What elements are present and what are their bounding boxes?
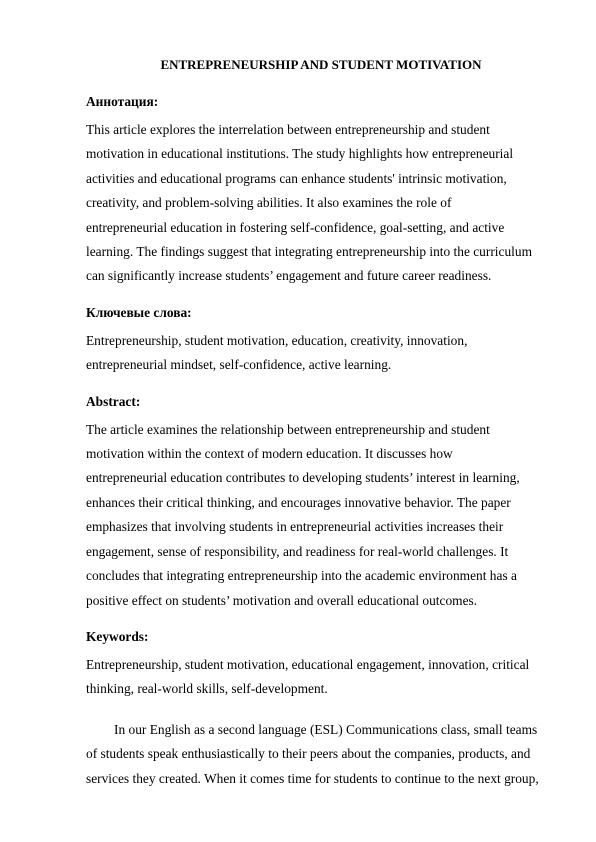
document-title: ENTREPRENEURSHIP AND STUDENT MOTIVATION	[160, 57, 482, 72]
text-line: thinking, real-world skills, self-development.	[86, 681, 328, 697]
text-line: of students speak enthusiastically to their peers about the companies, products, and	[86, 746, 531, 762]
text-line: creativity, and problem-solving abilities. It also examines the role of	[86, 195, 452, 211]
annotation-heading: Аннотация:	[86, 94, 159, 109]
keywords-en-section	[86, 629, 556, 702]
document-page	[86, 57, 556, 791]
text-line: positive effect on students’ motivation and overall educational outcomes.	[86, 592, 478, 608]
keywords-ru-section	[86, 305, 556, 378]
text-line: motivation in educational institutions. The study highlights how entrepreneurial	[86, 146, 514, 162]
keywords-ru-heading: Ключевые слова:	[86, 304, 192, 320]
text-line: This article explores the interrelation between entrepreneurship and student	[86, 122, 490, 137]
text-line: In our English as a second language (ESL) Communications class, small teams	[114, 721, 538, 737]
abstract-section	[86, 394, 556, 613]
text-line: Entrepreneurship, student motivation, education, creativity, innovation,	[86, 332, 468, 348]
keywords-ru-text	[86, 329, 556, 378]
keywords-en-heading: Keywords:	[86, 628, 149, 644]
text-line: services they created. When it comes time for students to continue to the next group,	[86, 770, 539, 786]
text-line: learning. The findings suggest that integrating entrepreneurship into the curriculum	[86, 244, 532, 260]
annotation-text	[86, 118, 556, 289]
text-line: engagement, sense of responsibility, and readiness for real-world challenges. It	[86, 543, 509, 559]
text-line: entrepreneurial education contributes to developing students’ interest in learning,	[86, 470, 520, 486]
text-line: concludes that integrating entrepreneurship into the academic environment has a	[86, 568, 517, 584]
text-line: entrepreneurial education in fostering self-confidence, goal-setting, and active	[86, 219, 505, 235]
text-line: motivation within the context of modern education. It discusses how	[86, 446, 453, 462]
text-line: activities and educational programs can enhance students' intrinsic motivation,	[86, 170, 507, 186]
text-line: emphasizes that involving students in entrepreneurial activities increases their	[86, 519, 504, 535]
abstract-text	[86, 418, 556, 613]
keywords-en-text	[86, 653, 556, 702]
text-line: entrepreneurial mindset, self-confidence, active learning.	[86, 357, 392, 373]
text-line: The article examines the relationship between entrepreneurship and student	[86, 421, 490, 437]
text-line: can significantly increase students’ engagement and future career readiness.	[86, 268, 492, 284]
text-line: enhances their critical thinking, and encourages innovative behavior. The paper	[86, 494, 511, 510]
text-line: Entrepreneurship, student motivation, educational engagement, innovation, critical	[86, 656, 530, 672]
body-paragraph	[86, 718, 556, 791]
abstract-heading: Abstract:	[86, 393, 141, 409]
annotation-section	[86, 94, 556, 289]
